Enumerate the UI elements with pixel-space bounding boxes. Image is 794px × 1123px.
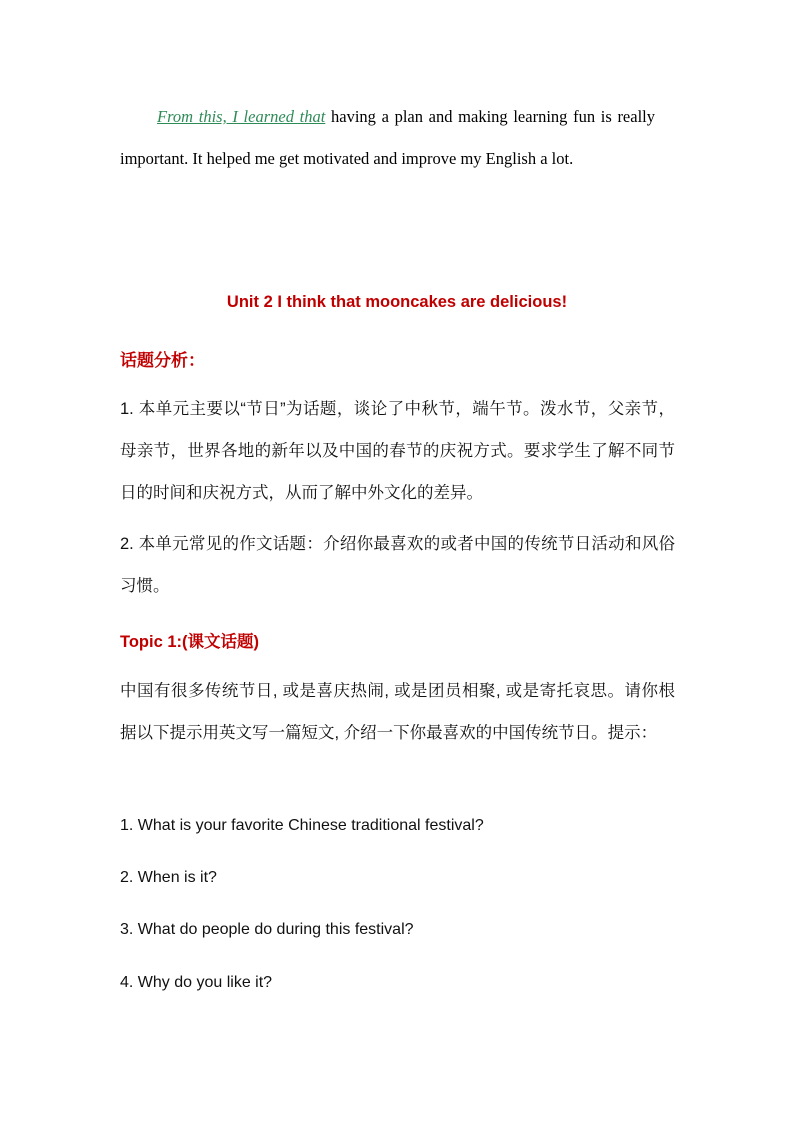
intro-rest-text: having a plan and making learning fun is really important. It helped me get motivated and improve my English a lot. — [120, 107, 655, 168]
topic-analysis-point-1: 1. 本单元主要以“节日”为话题，谈论了中秋节，端午节。泼水节，父亲节，母亲节，世界各地的新年以及中国的春节的庆祝方式。要求学生了解不同节日的时间和庆祝方式，从而了解中外文化的差异。 — [120, 400, 675, 502]
topic1-prompt: 中国有很多传统节日, 或是喜庆热闹, 或是团员相聚, 或是寄托哀思。请你根据以下提示用英文写一篇短文, 介绍一下你最喜欢的中国传统节日。提示： — [120, 682, 675, 742]
question-item: 1. What is your favorite Chinese traditional festival? — [120, 817, 484, 834]
topic-analysis-heading: 话题分析： — [120, 351, 205, 370]
question-item: 3. What do people do during this festival? — [120, 921, 414, 938]
unit-title: Unit 2 I think that mooncakes are delicious! — [226, 293, 568, 311]
question-item: 2. When is it? — [120, 869, 217, 886]
topic-analysis-point-2: 2. 本单元常见的作文话题：介绍你最喜欢的或者中国的传统节日活动和风俗习惯。 — [120, 535, 675, 595]
topic1-heading: Topic 1:(课文话题) — [120, 633, 260, 651]
question-item: 4. Why do you like it? — [120, 974, 273, 991]
intro-paragraph — [120, 96, 655, 180]
intro-lead-phrase: From this, I learned that — [157, 107, 326, 126]
